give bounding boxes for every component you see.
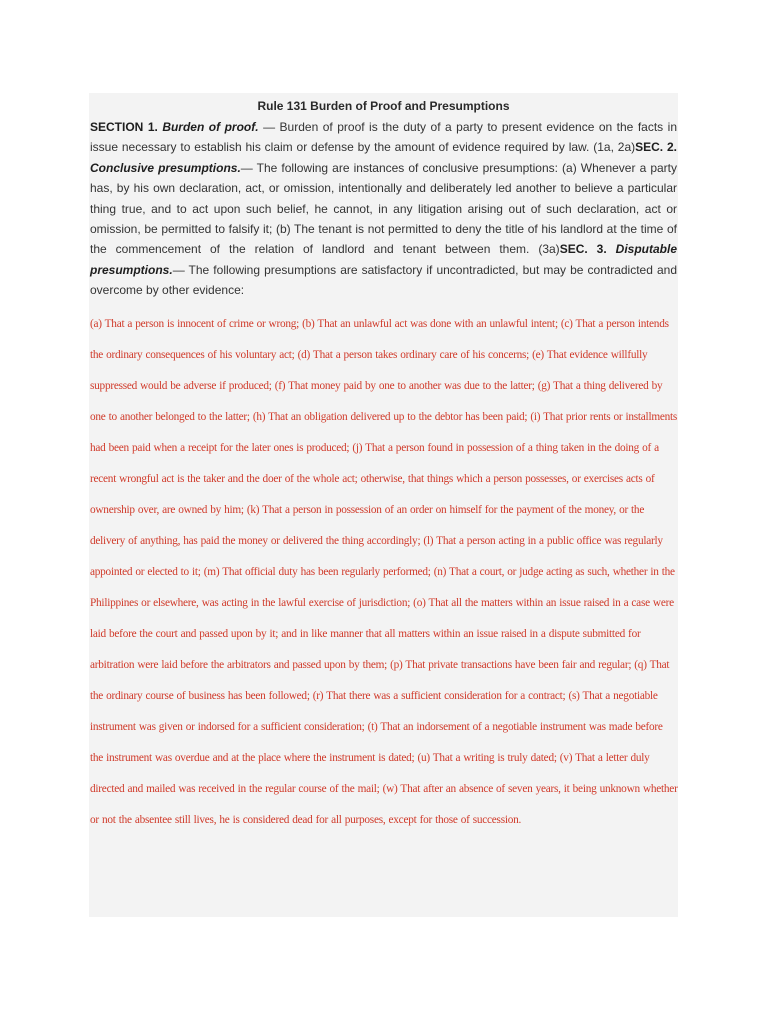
section-1-heading: SECTION 1. [90,120,163,134]
section-3-heading: SEC. 3. [559,242,616,257]
section-2-text: — The following are instances of conclusive presumptions: (a) Whenever a party has, by his own declaration, act, or omission, intentionally and deliberately led another to believe a particular thing true, and to act upon such belief, he cannot, in any litigation arising out of such declaration, act or omission, be permitted to falsify it; (b) The tenant is not permitted to deny the title of his landlord at the time of the commencement of the relation of landlord and tenant between them. (3a) [90,160,677,257]
section-1-name: Burden of proof. [162,120,259,134]
section-3-text: — The following presumptions are satisfactory if uncontradicted, but may be contradicted and overcome by other evidence: [90,262,677,298]
section-2-heading: SEC. 2. [635,140,677,155]
disputable-presumptions-list: (a) That a person is innocent of crime or wrong; (b) That an unlawful act was done with an unlawful intent; (c) That a person intends the ordinary consequences of his voluntary act; (d) That a person takes ordinary care of his concerns; (e) That evidence willfully suppressed would be adverse if produced; (f) That money paid by one to another was due to the latter; (g) That a thing delivered by one to another belonged to the latter; (h) That an obligation delivered up to the debtor has been paid; (i) That prior rents or installments had been paid when a receipt for the later ones is produced; (j) That a person found in possession of a thing taken in the doing of a recent wrongful act is the taker and the doer of the whole act; otherwise, that things which a person possesses, or exercises acts of ownership over, are owned by him; (k) That a person in possession of an order on himself for the payment of the money, or the delivery of anything, has paid the money or delivered the thing accordingly; (l) That a person acting in a public office was regularly appointed or elected to it; (m) That official duty has been regularly performed; (n) That a court, or judge acting as such, whether in the Philippines or elsewhere, was acting in the lawful exercise of jurisdiction; (o) That all the matters within an issue raised in a case were laid before the court and passed upon by it; and in like manner that all matters within an issue raised in a dispute submitted for arbitration were laid before the arbitrators and passed upon by them; (p) That private transactions have been fair and regular; (q) That the ordinary course of business has been followed; (r) That there was a sufficient consideration for a contract; (s) That a negotiable instrument was given or indorsed for a sufficient consideration; (t) That an indorsement of a negotiable instrument was made before the instrument was overdue and at the place where the instrument is dated; (u) That a writing is truly dated; (v) That a letter duly directed and mailed was received in the regular course of the mail; (w) That after an absence of seven years, it being unknown whether or not the absentee still lives, he is considered dead for all purposes, except for those of succession. [90,318,678,826]
sections-paragraph [90,117,677,301]
section-1-text: — Burden of proof is the duty of a party to present evidence on the facts in issue necessary to establish his claim or defense by the amount of evidence required by law. (1a, 2a) [90,120,677,155]
document-title: Rule 131 Burden of Proof and Presumptions [257,99,510,113]
section-3-name: Disputable presumptions. [90,242,678,277]
section-2-name: Conclusive presumptions. [90,160,241,175]
